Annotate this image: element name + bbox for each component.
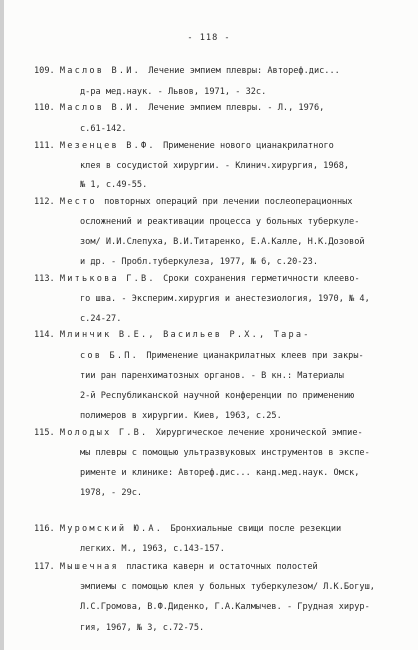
entry-text: тии ран паренхиматозных органов. - В кн.: Материалы bbox=[80, 371, 344, 381]
entry-number: 110. bbox=[34, 103, 60, 113]
entry-text: зом/ И.И.Слепуха, В.И.Титаренко, Е.А.Калле, Н.К.Дозовой bbox=[80, 237, 365, 247]
entry-text: полимеров в хирургии. Киев, 1963, с.25. bbox=[80, 411, 282, 421]
entry-line bbox=[80, 603, 370, 612]
entry-text: Лечение эмпием плевры: Автореф.дис... bbox=[148, 66, 340, 76]
entry-line bbox=[34, 198, 352, 207]
entry-number: 116. bbox=[34, 524, 60, 534]
entry-author: Место bbox=[59, 197, 105, 207]
entry-line bbox=[80, 545, 225, 554]
entry-text: Бронхиальные свищи после резекции bbox=[170, 524, 342, 534]
entry-text: пластика каверн и остаточных полостей bbox=[126, 562, 318, 572]
entry-text: гия, 1967, № 3, с.72-75. bbox=[80, 623, 205, 633]
entry-text: 2-й Республиканской научной конференции по применению bbox=[80, 391, 355, 401]
entry-text: Лечение эмпием плевры. - Л., 1976, bbox=[148, 103, 325, 113]
entry-line bbox=[80, 181, 147, 190]
entry-text: Применение нового цианакрилатного bbox=[163, 141, 334, 151]
entry-text: 1978, - 29с. bbox=[80, 488, 143, 498]
entry-line bbox=[80, 88, 266, 97]
entry-line bbox=[80, 624, 204, 633]
entry-author: Маслов В.И. bbox=[59, 66, 149, 76]
entry-line bbox=[34, 563, 318, 572]
entry-text: и др. - Пробл.туберкулеза, 1977, № 6, с.20-23. bbox=[80, 257, 318, 267]
entry-line bbox=[80, 315, 121, 324]
entry-line bbox=[80, 372, 344, 381]
entry-text: рименте и клинике: Автореф.дис... канд.мед.наук. Омск, bbox=[80, 468, 360, 478]
entry-line bbox=[80, 449, 370, 458]
entry-text: Хирургическое лечение хронической эмпие- bbox=[155, 428, 363, 438]
entry-line bbox=[80, 352, 364, 361]
entry-number: 114. bbox=[34, 330, 60, 340]
entry-number: 113. bbox=[34, 274, 60, 284]
entry-text: № 1, с.49-55. bbox=[80, 180, 148, 190]
entry-text: с.61-142. bbox=[80, 124, 127, 134]
entry-text: Применение цианакрилатных клеев при закры- bbox=[146, 351, 364, 361]
entry-text: го шва. - Эксперим.хирургия и анестезиология, 1970, № 4, bbox=[80, 294, 370, 304]
entry-number: 111. bbox=[34, 141, 60, 151]
entry-line bbox=[34, 429, 363, 438]
entry-line bbox=[34, 67, 340, 76]
entry-line bbox=[34, 525, 341, 534]
entry-author: Митькова Г.В. bbox=[59, 274, 164, 284]
entry-text: с.24-27. bbox=[80, 314, 122, 324]
entry-author: сов Б.П. bbox=[80, 351, 147, 361]
entry-author: Мышечная bbox=[59, 562, 127, 572]
scan-edge bbox=[0, 0, 4, 650]
entry-line bbox=[80, 412, 282, 421]
entry-line bbox=[80, 583, 375, 592]
entry-text: легких. М., 1963, с.143-157. bbox=[80, 544, 225, 554]
entry-line bbox=[34, 275, 360, 284]
entry-line bbox=[80, 392, 354, 401]
entry-number: 112. bbox=[34, 197, 60, 207]
page-number: - 118 - bbox=[187, 33, 231, 43]
entry-author: Молодых Г.В. bbox=[59, 428, 156, 438]
entry-text: Л.С.Громова, В.Ф.Диденко, Г.А.Калмычев. - Грудная хирур- bbox=[80, 602, 370, 612]
entry-text: эмпиемы с помощью клея у больных туберкулезом/ Л.К.Богуш, bbox=[80, 582, 375, 592]
entry-line bbox=[80, 218, 359, 227]
entry-line bbox=[34, 331, 318, 340]
entry-text: Сроки сохранения герметичности клеево- bbox=[163, 274, 360, 284]
entry-text: мы плевры с помощью ультразвуковых инструментов в экспе- bbox=[80, 448, 370, 458]
entry-text: повторных операций при лечении послеоперационных bbox=[104, 197, 353, 207]
entry-line bbox=[80, 125, 127, 134]
entry-author: Маслов В.И. bbox=[59, 103, 149, 113]
entry-author: Млинчик В.Е., Васильев Р.Х., Тара- bbox=[59, 330, 318, 340]
entry-text: осложнений и реактивации процесса у больных туберкуле- bbox=[80, 217, 360, 227]
entry-author: Муромский Ю.А. bbox=[59, 524, 171, 534]
entry-number: 109. bbox=[34, 66, 60, 76]
entry-text: д-ра мед.наук. - Львов, 1971, - 32с. bbox=[80, 87, 267, 97]
entry-line bbox=[34, 104, 324, 113]
entry-line bbox=[80, 295, 370, 304]
entry-text: клея в сосудистой хирургии. - Клинич.хирургия, 1968, bbox=[80, 161, 350, 171]
entry-line bbox=[80, 258, 318, 267]
entry-author: Мезенцев В.Ф. bbox=[59, 141, 164, 151]
entry-number: 115. bbox=[34, 428, 60, 438]
entry-line bbox=[80, 469, 359, 478]
entry-line bbox=[34, 142, 334, 151]
entry-number: 117. bbox=[34, 562, 60, 572]
entry-line bbox=[80, 162, 349, 171]
entry-line bbox=[80, 489, 142, 498]
entry-line bbox=[80, 238, 365, 247]
